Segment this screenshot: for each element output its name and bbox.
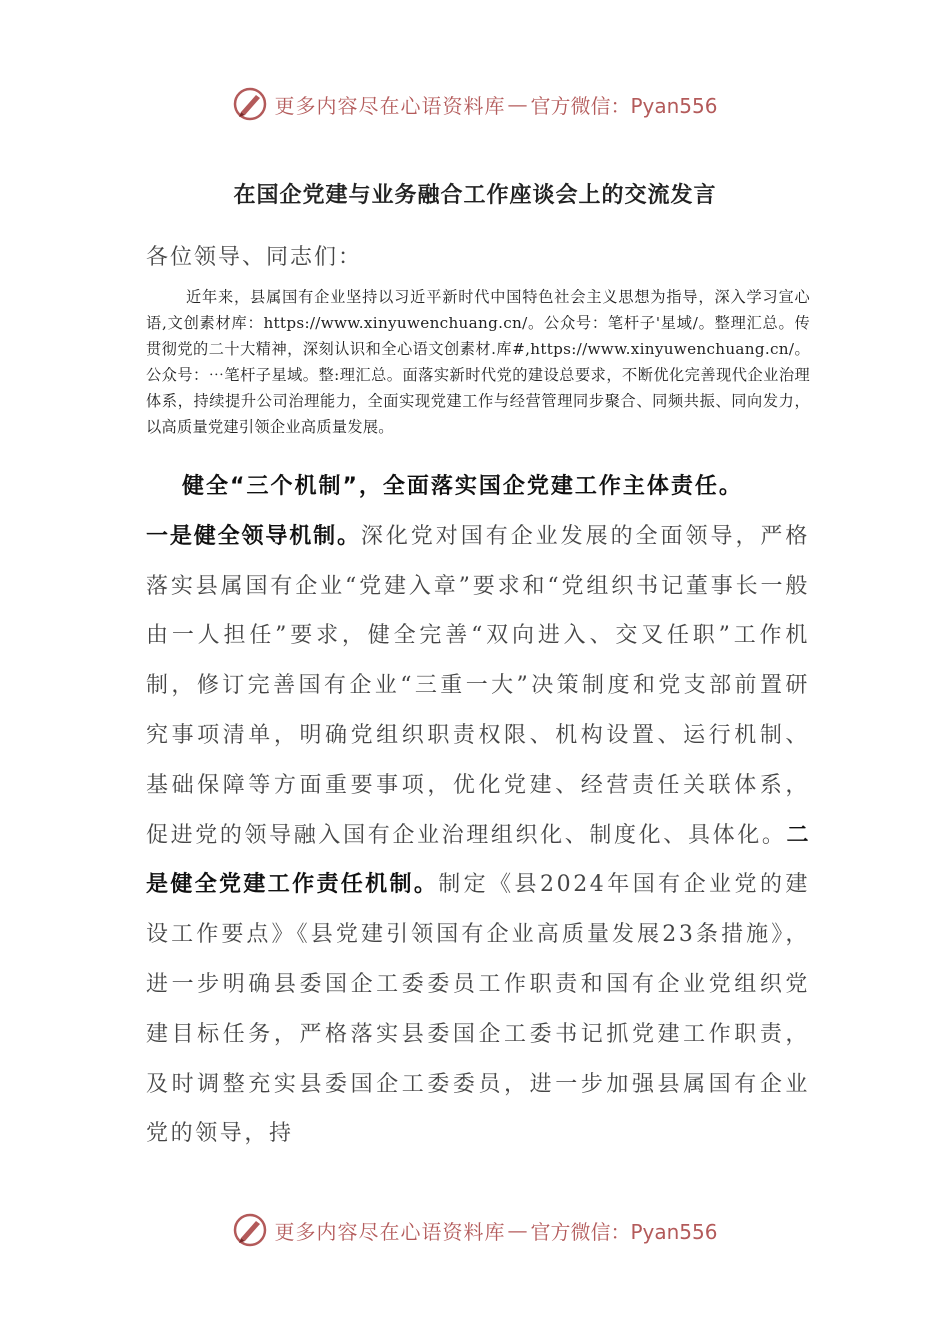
watermark-separator: — [507, 92, 529, 116]
point1-label: 一是健全领导机制。 [146, 523, 361, 549]
watermark-banner-bottom [0, 1210, 950, 1250]
section-heading: 健全“三个机制”，全面落实国企党建工作主体责任。 [182, 474, 743, 499]
watermark-wechat: 官方微信：Pyan556 [530, 93, 718, 118]
body-paragraph [146, 462, 810, 1159]
watermark-separator: — [507, 1218, 529, 1242]
document-title: 在国企党建与业务融合工作座谈会上的交流发言 [233, 183, 717, 208]
point1-text: 深化党对国有企业发展的全面领导，严格落实县属国有企业“党建入章”要求和“党组织书记董事长一般由一人担任”要求，健全完善“双向进入、交叉任职”工作机制，修订完善国有企业“三重一大”决策制度和党支部前置研究事项清单，明确党组织职责权限、机构设置、运行机制、基础保障等方面重要事项，优化党建、经营责任关联体系，促进党的领导融入国有企业治理组织化、制度化、具体化。 [146, 523, 810, 848]
watermark-banner-top [0, 84, 950, 124]
pen-logo-icon [232, 86, 268, 122]
pen-logo-icon [232, 1212, 268, 1248]
watermark-text: 更多内容尽在心语资料库 [274, 1219, 506, 1244]
intro-paragraph: 近年来，县属国有企业坚持以习近平新时代中国特色社会主义思想为指导，深入学习宣心语,文创素材库：https://www.xinyuwenchuang.cn/。公众号：笔杆子'星域/。整理汇总。传贯彻党的二十大精神，深刻认识和全心语文创素材.库#,https://www.xinyuwenchuang.cn/。公众号：⋯笔杆子星域。整:理汇总。面落实新时代党的建设总要求，不断优化完善现代企业治理体系，持续提升公司治理能力，全面实现党建工作与经营管理同步聚合、同频共振、同向发力，以高质量党建引领企业高质量发展。 [146, 288, 810, 436]
salutation: 各位领导、同志们： [146, 245, 363, 270]
watermark-text: 更多内容尽在心语资料库 [274, 93, 506, 118]
point2-text: 制定《县2024年国有企业党的建设工作要点》《县党建引领国有企业高质量发展23条措施》，进一步明确县委国企工委委员工作职责和国有企业党组织党建目标任务，严格落实县委国企工委书记抓党建工作职责，及时调整充实县委国企工委委员，进一步加强县属国有企业党的领导，持 [146, 872, 810, 1147]
watermark-wechat: 官方微信：Pyan556 [530, 1219, 718, 1244]
point2-label: 二是健全党建工作责任机制。 [146, 822, 810, 898]
